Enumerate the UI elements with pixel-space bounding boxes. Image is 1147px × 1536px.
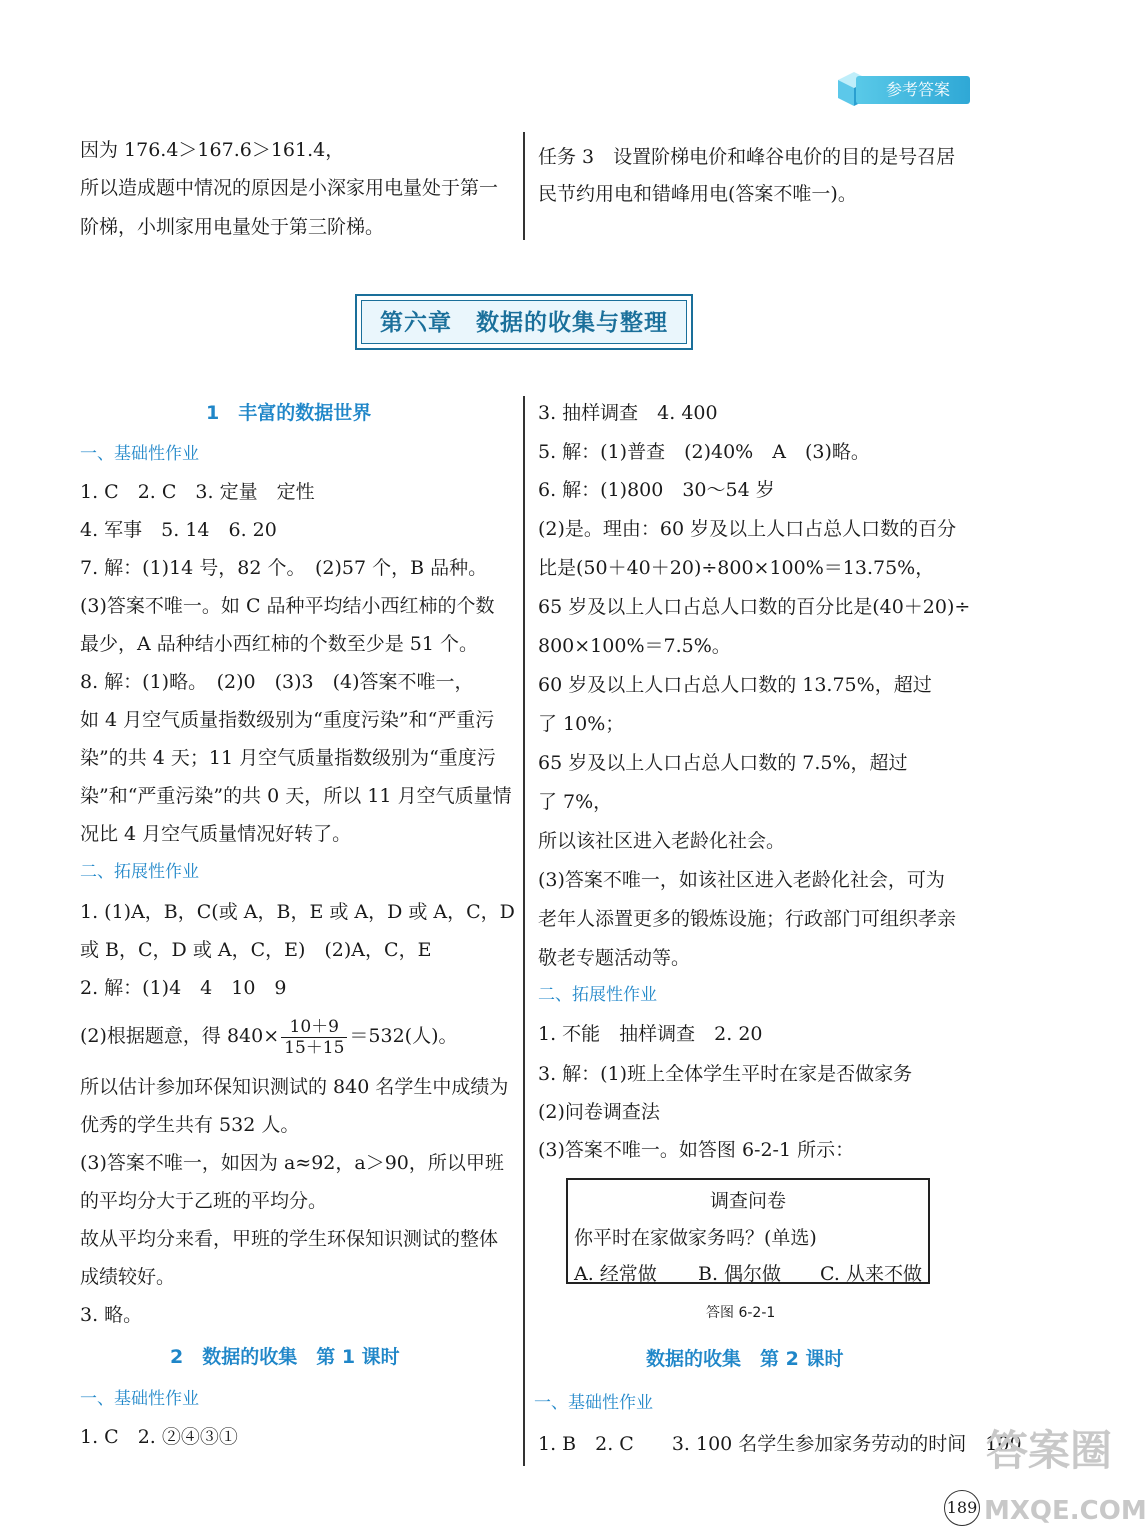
chapter-title: 第六章 数据的收集与整理	[361, 300, 687, 344]
text-line: 5. 解：(1)普查 (2)40% A (3)略。	[538, 441, 870, 463]
fraction-denominator: 15＋15	[284, 1037, 345, 1058]
text-line: 了 10%；	[538, 713, 625, 735]
text-line: 阶梯，小圳家用电量处于第三阶梯。	[80, 216, 385, 238]
text-line: 3. 略。	[80, 1304, 143, 1326]
text-line: 优秀的学生共有 532 人。	[80, 1114, 300, 1136]
text-line: 或 B，C，D 或 A，C，E) (2)A，C，E	[80, 939, 432, 961]
text-line: 的平均分大于乙班的平均分。	[80, 1190, 328, 1212]
page-number: 189	[944, 1490, 980, 1526]
section-title: 数据的收集 第 2 课时	[646, 1348, 844, 1370]
fraction	[281, 1017, 347, 1058]
formula-suffix: ＝532(人)。	[349, 1025, 458, 1047]
text-line: 4. 军事 5. 14 6. 20	[80, 519, 277, 541]
text-line: (2)是。理由：60 岁及以上人口占总人口数的百分	[538, 518, 957, 540]
text-line: 比是(50＋40＋20)÷800×100%＝13.75%，	[538, 557, 935, 579]
text-line: (3)答案不唯一，如因为 a≈92，a＞90，所以甲班	[80, 1152, 504, 1174]
text-line: 3. 抽样调查 4. 400	[538, 402, 718, 424]
text-line: 800×100%＝7.5%。	[538, 635, 731, 657]
watermark-logo: 答案圈	[986, 1426, 1113, 1475]
formula-line	[80, 1014, 458, 1058]
answer-tag	[832, 68, 972, 108]
text-line: (2)问卷调查法	[538, 1101, 660, 1123]
text-line: (3)答案不唯一。如答图 6-2-1 所示：	[538, 1139, 855, 1161]
text-line: 60 岁及以上人口占总人口数的 13.75%，超过	[538, 674, 932, 696]
formula-prefix: (2)根据题意，得 840×	[80, 1025, 280, 1047]
questionnaire-question: 你平时在家做家务吗？(单选)	[574, 1227, 817, 1249]
column-divider	[523, 396, 525, 1466]
text-line: 成绩较好。	[80, 1266, 176, 1288]
text-line: 染”的共 4 天；11 月空气质量指数级别为“重度污	[80, 747, 496, 769]
fraction-numerator: 10＋9	[281, 1017, 347, 1038]
text-line: 3. 解：(1)班上全体学生平时在家是否做家务	[538, 1063, 913, 1085]
subsection-heading: 二、拓展性作业	[80, 862, 199, 882]
text-line: 1. C 2. C 3. 定量 定性	[80, 481, 315, 503]
option-c: C. 从来不做	[820, 1263, 922, 1285]
text-line: 因为 176.4＞167.6＞161.4，	[80, 139, 345, 161]
section-title: 1 丰富的数据世界	[206, 402, 372, 424]
section-title: 2 数据的收集 第 1 课时	[170, 1346, 400, 1368]
text-line: 老年人添置更多的锻炼设施；行政部门可组织孝亲	[538, 908, 957, 930]
option-a: A. 经常做	[574, 1263, 657, 1285]
text-line: 了 7%，	[538, 791, 613, 813]
column-divider	[523, 132, 525, 240]
text-line: 所以该社区进入老龄化社会。	[538, 830, 786, 852]
text-line: 65 岁及以上人口占总人口数的百分比是(40＋20)÷	[538, 596, 971, 618]
text-line: 况比 4 月空气质量情况好转了。	[80, 823, 352, 845]
text-line: 故从平均分来看，甲班的学生环保知识测试的整体	[80, 1228, 499, 1250]
watermark-url: MXQE.COM	[984, 1496, 1147, 1526]
text-line: 1. C 2. ②④③①	[80, 1426, 238, 1448]
text-line: 所以估计参加环保知识测试的 840 名学生中成绩为	[80, 1076, 509, 1098]
figure-caption: 答图 6-2-1	[706, 1305, 776, 1321]
text-line: 6. 解：(1)800 30～54 岁	[538, 479, 775, 501]
text-line: 民节约用电和错峰用电(答案不唯一)。	[538, 183, 857, 205]
chapter-banner	[355, 294, 693, 350]
text-line: 任务 3 设置阶梯电价和峰谷电价的目的是号召居	[538, 146, 956, 168]
text-line: 1. B 2. C 3. 100 名学生参加家务劳动的时间 100	[538, 1433, 1022, 1455]
text-line: 如 4 月空气质量指数级别为“重度污染”和“严重污	[80, 709, 495, 731]
text-line: 65 岁及以上人口占总人口数的 7.5%，超过	[538, 752, 908, 774]
subsection-heading: 一、基础性作业	[80, 444, 199, 464]
text-line: 7. 解：(1)14 号，82 个。 (2)57 个，B 品种。	[80, 557, 488, 579]
subsection-heading: 一、基础性作业	[534, 1393, 653, 1413]
text-line: (3)答案不唯一，如该社区进入老龄化社会，可为	[538, 869, 945, 891]
option-b: B. 偶尔做	[698, 1263, 782, 1285]
subsection-heading: 一、基础性作业	[80, 1389, 199, 1409]
text-line: 1. (1)A，B，C(或 A，B，E 或 A，D 或 A，C，D	[80, 901, 515, 923]
text-line: 最少，A 品种结小西红柿的个数至少是 51 个。	[80, 633, 479, 655]
text-line: 1. 不能 抽样调查 2. 20	[538, 1023, 763, 1045]
text-line: 敬老专题活动等。	[538, 947, 691, 969]
text-line: 所以造成题中情况的原因是小深家用电量处于第一	[80, 177, 499, 199]
text-line: 2. 解：(1)4 4 10 9	[80, 977, 287, 999]
questionnaire-box	[566, 1178, 930, 1284]
answer-tag-label: 参考答案	[856, 76, 970, 104]
text-line: 染”和“严重污染”的共 0 天，所以 11 月空气质量情	[80, 785, 512, 807]
text-line: 8. 解：(1)略。 (2)0 (3)3 (4)答案不唯一，	[80, 671, 474, 693]
subsection-heading: 二、拓展性作业	[538, 985, 657, 1005]
questionnaire-title: 调查问卷	[709, 1190, 786, 1212]
text-line: (3)答案不唯一。如 C 品种平均结小西红柿的个数	[80, 595, 495, 617]
